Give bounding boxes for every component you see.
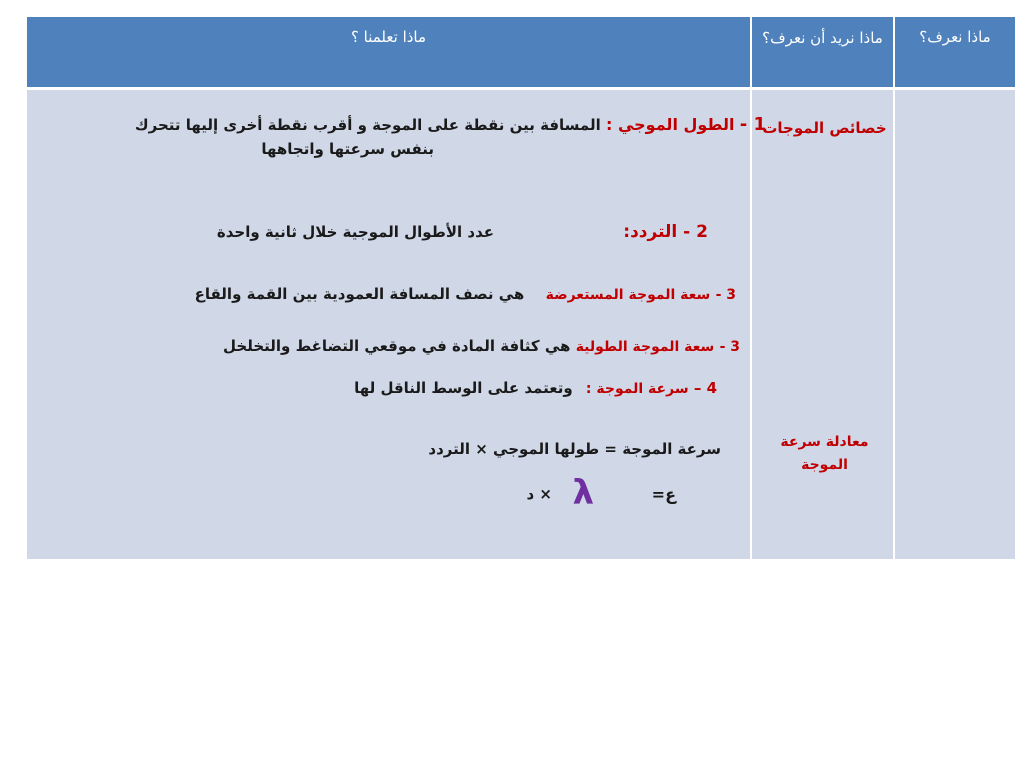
term-longitudinal-amplitude: سعة الموجة الطولية bbox=[575, 339, 715, 355]
header-what-we-learned: ماذا تعلمنا ؟ bbox=[350, 28, 427, 46]
header-what-we-know: ماذا نعرف؟ bbox=[919, 28, 991, 46]
kwl-table bbox=[27, 17, 1015, 559]
column-divider bbox=[893, 17, 895, 559]
definition-wavelength-line2: بنفس سرعتها واتجاهها bbox=[261, 140, 434, 158]
term-wavelength: الطول الموجي : bbox=[605, 115, 735, 134]
lambda-symbol: λ bbox=[572, 473, 594, 513]
definition-wavelength: المسافة بين نقطة على الموجة و أقرب نقطة أخرى إليها تتحرك bbox=[134, 116, 601, 134]
item-number: 1 - bbox=[739, 114, 766, 135]
item-transverse-amplitude bbox=[195, 283, 736, 306]
equation-in-words: سرعة الموجة = طولها الموجي × التردد bbox=[428, 440, 721, 458]
topic-wave-speed-equation: معادلة سرعة الموجة bbox=[780, 434, 869, 473]
item-frequency-term bbox=[623, 221, 708, 243]
row-divider bbox=[27, 87, 1015, 90]
item-number: 3 - bbox=[715, 287, 736, 303]
term-transverse-amplitude: سعة الموجة المستعرضة bbox=[545, 287, 711, 303]
definition-longitudinal-amplitude: هي كثافة المادة في موقعي التضاغط والتخلخل bbox=[223, 337, 571, 355]
item-number: 2 - bbox=[683, 222, 708, 242]
term-frequency: التردد: bbox=[623, 222, 678, 242]
item-number: 4 – bbox=[693, 379, 717, 397]
term-wave-speed: سرعة الموجة : bbox=[585, 381, 689, 397]
header-what-we-want-to-know: ماذا نريد أن نعرف؟ bbox=[762, 29, 883, 47]
column-divider bbox=[750, 17, 752, 559]
definition-transverse-amplitude: هي نصف المسافة العمودية بين القمة والقاع bbox=[194, 285, 525, 303]
definition-wave-speed: وتعتمد على الوسط الناقل لها bbox=[354, 379, 573, 397]
definition-frequency: عدد الأطوال الموجية خلال ثانية واحدة bbox=[216, 223, 494, 241]
equation-times-frequency: × د bbox=[526, 485, 552, 503]
item-number: 3 - bbox=[719, 339, 740, 355]
item-longitudinal-amplitude bbox=[223, 335, 740, 358]
item-wave-speed bbox=[354, 377, 717, 400]
topic-wave-properties: خصائص الموجات bbox=[762, 119, 887, 137]
item-wavelength-line1 bbox=[135, 114, 766, 136]
equation-symbol-speed: ع= bbox=[651, 485, 676, 504]
